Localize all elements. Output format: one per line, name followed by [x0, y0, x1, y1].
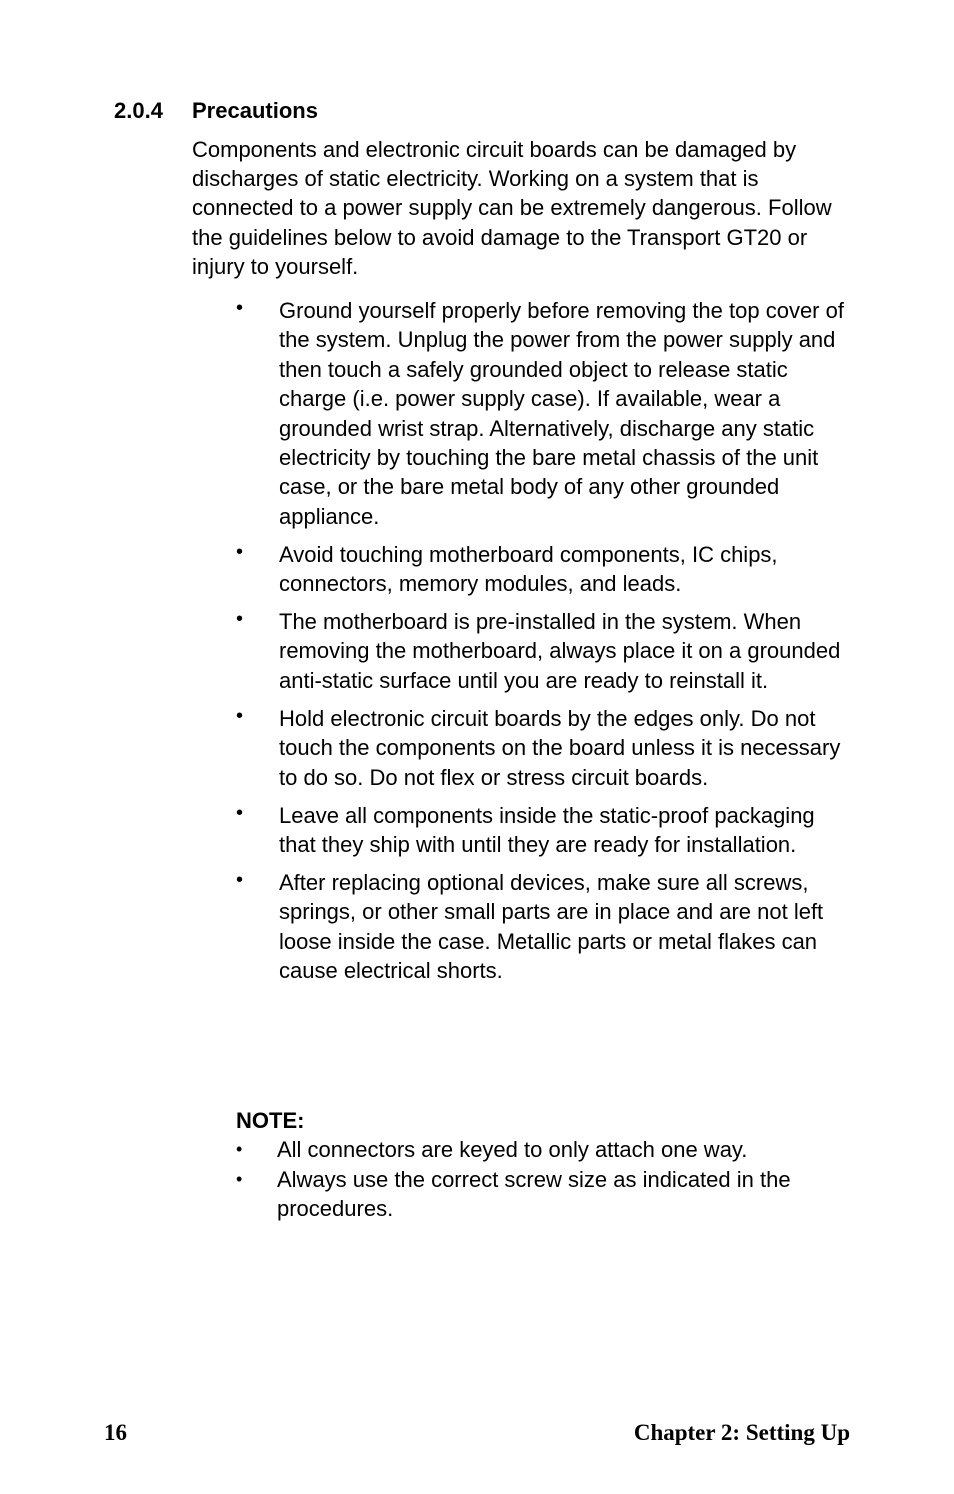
precautions-list — [236, 296, 856, 994]
list-item — [236, 868, 856, 986]
note-item-text: All connectors are keyed to only attach one way. — [277, 1137, 748, 1162]
bullet-icon: • — [236, 540, 244, 563]
bullet-icon: • — [236, 1169, 243, 1190]
chapter-title: Chapter 2: Setting Up — [633, 1420, 850, 1445]
bullet-icon: • — [236, 704, 244, 727]
section-number: 2.0.4 — [114, 98, 163, 123]
list-item-text: Ground yourself properly before removing the top cover of the system. Unplug the power from the power supply and then touch a safely grounded object to release static charge (i.e. power supply case). If available, wear a grounded wrist strap. Alternatively, discharge any static electricity by touching the bare metal chassis of the unit case, or the bare metal body of any other grounded appliance. — [279, 298, 844, 529]
list-item-text: After replacing optional devices, make sure all screws, springs, or other small parts are in place and are not left loose inside the case. Metallic parts or metal flakes can cause electrical shorts. — [279, 869, 824, 984]
note-block — [236, 1106, 856, 1225]
note-list — [236, 1135, 856, 1224]
list-item-text: Hold electronic circuit boards by the edges only. Do not touch the components on the board unless it is necessary to do so. Do not flex or stress circuit boards. — [279, 705, 841, 790]
bullet-icon: • — [236, 297, 244, 319]
list-item-text: The motherboard is pre-installed in the system. When removing the motherboard, always place it on a grounded anti-static surface until you are ready to reinstall it. — [279, 609, 841, 693]
list-item — [236, 540, 856, 599]
note-title: NOTE: — [236, 1108, 305, 1133]
section-heading — [114, 97, 318, 125]
list-item — [236, 801, 856, 860]
intro-paragraph: Components and electronic circuit boards can be damaged by discharges of static electricity. Working on a system that is connected to a power supply can be extremely dangerous. Follow the guidelines below to avoid damage to the Transport GT20 or injury to yourself. — [192, 137, 832, 279]
list-item — [236, 296, 856, 531]
list-item-text: Leave all components inside the static-proof packaging that they ship with until they are ready for installation. — [279, 802, 815, 857]
list-item-text: Avoid touching motherboard components, IC chips, connectors, memory modules, and leads. — [279, 541, 778, 597]
note-item-text: Always use the correct screw size as indicated in the procedures. — [277, 1167, 791, 1222]
list-item — [236, 704, 856, 792]
page-number: 16 — [104, 1420, 127, 1445]
bullet-icon: • — [236, 608, 244, 631]
bullet-icon: • — [236, 868, 244, 891]
bullet-icon: • — [236, 1139, 243, 1159]
note-item — [236, 1165, 856, 1223]
bullet-icon: • — [236, 801, 244, 824]
note-item — [236, 1135, 856, 1164]
list-item — [236, 607, 856, 695]
section-title: Precautions — [192, 98, 318, 123]
